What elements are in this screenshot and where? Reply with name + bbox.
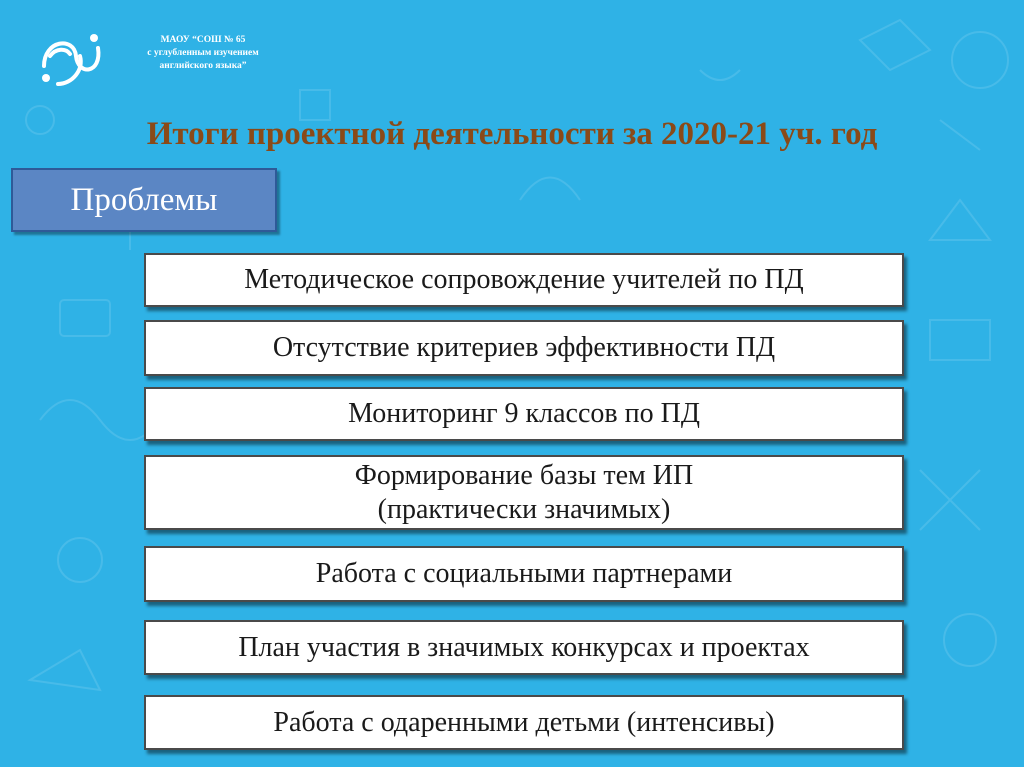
school-name — [118, 34, 288, 73]
school-logo — [36, 26, 266, 106]
problem-item-text: Отсутствие критериев эффективности ПД — [272, 332, 776, 363]
problem-item — [144, 695, 904, 750]
problem-item-text: Мониторинг 9 классов по ПД — [348, 398, 700, 429]
problem-item — [144, 320, 904, 376]
school-name-line: МАОУ “СОШ № 65 — [160, 35, 246, 45]
school-emblem-icon — [36, 26, 106, 96]
problem-item-text: Методическое сопровождение учителей по ПД — [244, 264, 804, 295]
problem-item-text: Работа с социальными партнерами — [315, 558, 733, 589]
slide-title: Итоги проектной деятельности за 2020-21 уч. год — [146, 116, 878, 152]
problem-item-text: План участия в значимых конкурсах и проектах — [238, 631, 810, 663]
problem-item-text: Работа с одаренными детьми (интенсивы) — [273, 706, 775, 738]
school-name-line: с углубленным изучением — [147, 48, 259, 58]
school-name-line: английского языка” — [159, 61, 247, 71]
problem-item — [144, 387, 904, 441]
section-label-problems: Проблемы — [11, 168, 277, 232]
problem-item-text: Формирование базы тем ИП — [354, 459, 694, 491]
problem-item — [144, 620, 904, 675]
problem-item-text: (практически значимых) — [377, 493, 671, 525]
problem-item — [144, 546, 904, 602]
problem-item — [144, 253, 904, 307]
problem-item — [144, 455, 904, 530]
